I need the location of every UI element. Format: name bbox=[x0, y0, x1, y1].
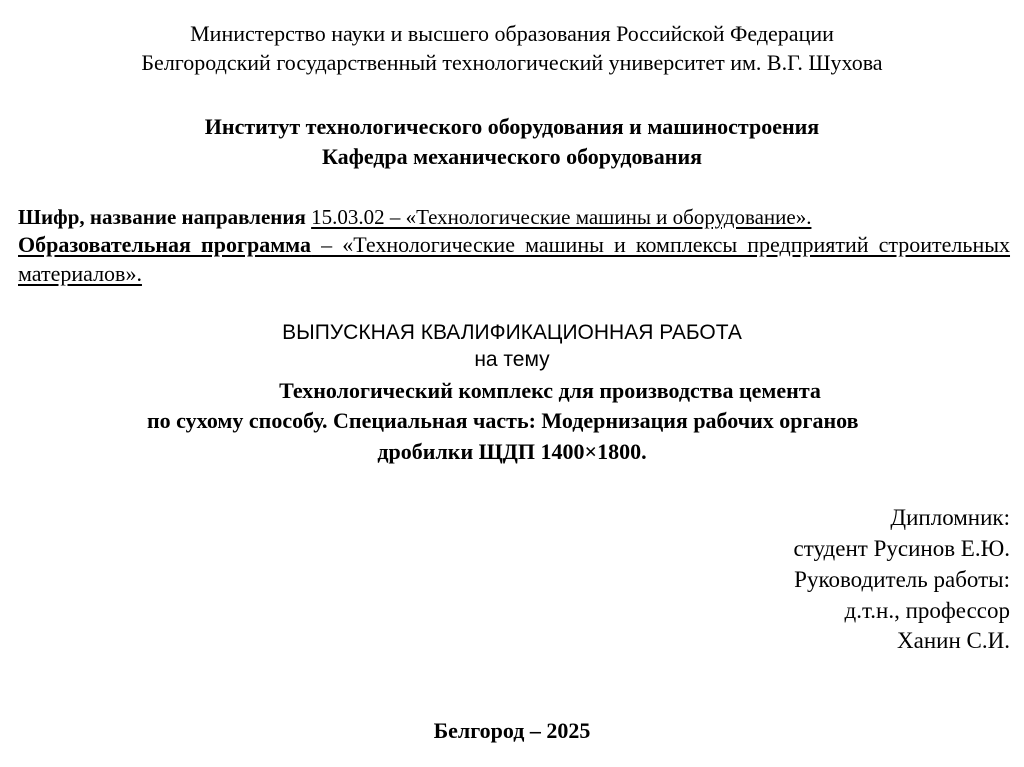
on-topic: на тему bbox=[474, 348, 550, 371]
thesis-title-line2: по сухому способу. Специальная часть: Модернизация рабочих органов bbox=[147, 408, 859, 433]
institute-line: Институт технологического оборудования и машиностроения bbox=[204, 114, 820, 139]
university-line: Белгородский государственный технологический университет им. В.Г. Шухова bbox=[141, 50, 883, 75]
direction-value: 15.03.02 – «Технологические машины и оборудование». bbox=[311, 205, 812, 229]
program-value: – «Технологические машины и комплексы предприятий строительных материалов». bbox=[18, 232, 1011, 286]
direction-label: Шифр, название направления bbox=[18, 205, 306, 229]
thesis-type: ВЫПУСКНАЯ КВАЛИФИКАЦИОННАЯ РАБОТА bbox=[282, 321, 742, 344]
thesis-title-line3: дробилки ЩДП 1400×1800. bbox=[377, 439, 647, 464]
direction-line bbox=[18, 203, 811, 231]
supervisor-name: Ханин С.И. bbox=[897, 628, 1010, 653]
thesis-title-line1: Технологический комплекс для производства цемента bbox=[279, 378, 821, 403]
city-year: Белгород – 2025 bbox=[433, 718, 591, 743]
department-line: Кафедра механического оборудования bbox=[321, 144, 703, 169]
graduate-name: студент Русинов Е.Ю. bbox=[793, 536, 1010, 561]
ministry-line: Министерство науки и высшего образования Российской Федерации bbox=[190, 21, 834, 46]
graduate-label: Дипломник: bbox=[890, 505, 1010, 530]
supervisor-degree: д.т.н., профессор bbox=[844, 598, 1010, 623]
program-block bbox=[18, 230, 1010, 288]
program-label: Образовательная программа bbox=[18, 232, 312, 257]
supervisor-label: Руководитель работы: bbox=[794, 567, 1010, 592]
